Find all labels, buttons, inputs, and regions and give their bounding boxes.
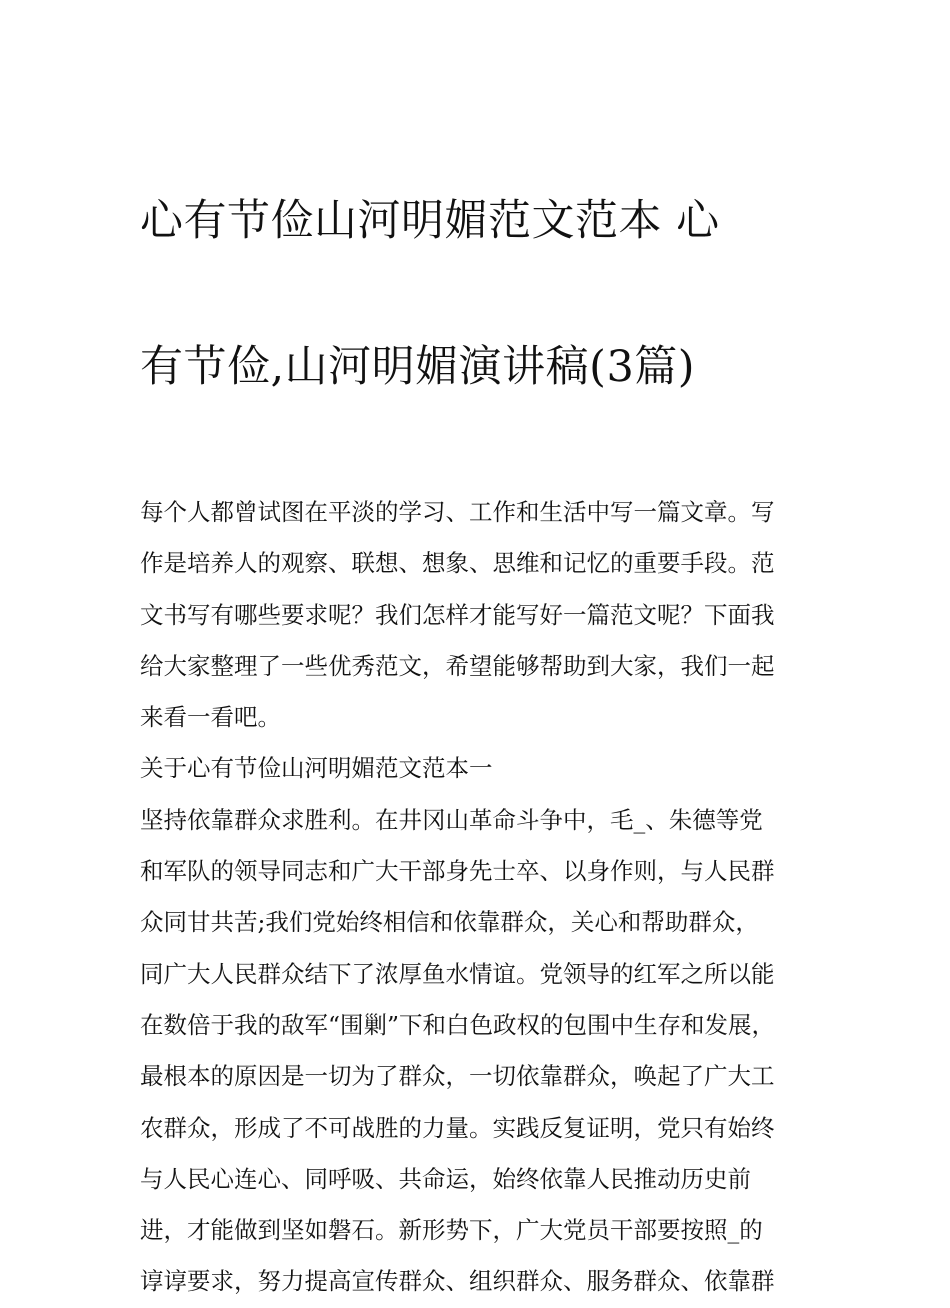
body-line: 同广大人民群众结下了浓厚鱼水情谊。党领导的红军之所以能 [140, 959, 775, 988]
intro-line: 来看一看吧。 [140, 703, 281, 732]
section-heading: 关于心有节俭山河明媚范文范本一 [140, 754, 493, 783]
body-line: 最根本的原因是一切为了群众，一切依靠群众，唤起了广大工 [140, 1062, 775, 1091]
body-line: 与人民心连心、同呼吸、共命运，始终依靠人民推动历史前 [140, 1164, 751, 1193]
intro-line: 作是培养人的观察、联想、想象、思维和记忆的重要手段。范 [140, 549, 775, 578]
intro-line: 文书写有哪些要求呢？我们怎样才能写好一篇范文呢？下面我 [140, 600, 775, 629]
title-line-1: 心有节俭山河明媚范文范本 心 [140, 196, 720, 246]
title-line-2: 有节俭,山河明媚演讲稿(3篇) [140, 342, 696, 392]
body-line: 谆谆要求，努力提高宣传群众、组织群众、服务群众、依靠群 [140, 1267, 775, 1296]
document-content [140, 112, 812, 1308]
body-line: 农群众，形成了不可战胜的力量。实践反复证明，党只有始终 [140, 1113, 775, 1142]
document-body [140, 487, 812, 1308]
intro-line: 每个人都曾试图在平淡的学习、工作和生活中写一篇文章。写 [140, 498, 775, 526]
body-line: 在数倍于我的敌军“围剿”下和白色政权的包围中生存和发展， [140, 1010, 776, 1039]
body-line: 众同甘共苦;我们党始终相信和依靠群众，关心和帮助群众， [140, 908, 759, 937]
body-line: 和军队的领导同志和广大干部身先士卒、以身作则，与人民群 [140, 857, 775, 886]
intro-line: 给大家整理了一些优秀范文，希望能够帮助到大家，我们一起 [140, 651, 775, 680]
document-title [140, 112, 812, 477]
body-line: 坚持依靠群众求胜利。在井冈山革命斗争中，毛_、朱德等党 [140, 805, 763, 834]
body-line: 进，才能做到坚如磐石。新形势下，广大党员干部要按照_的 [140, 1216, 763, 1245]
